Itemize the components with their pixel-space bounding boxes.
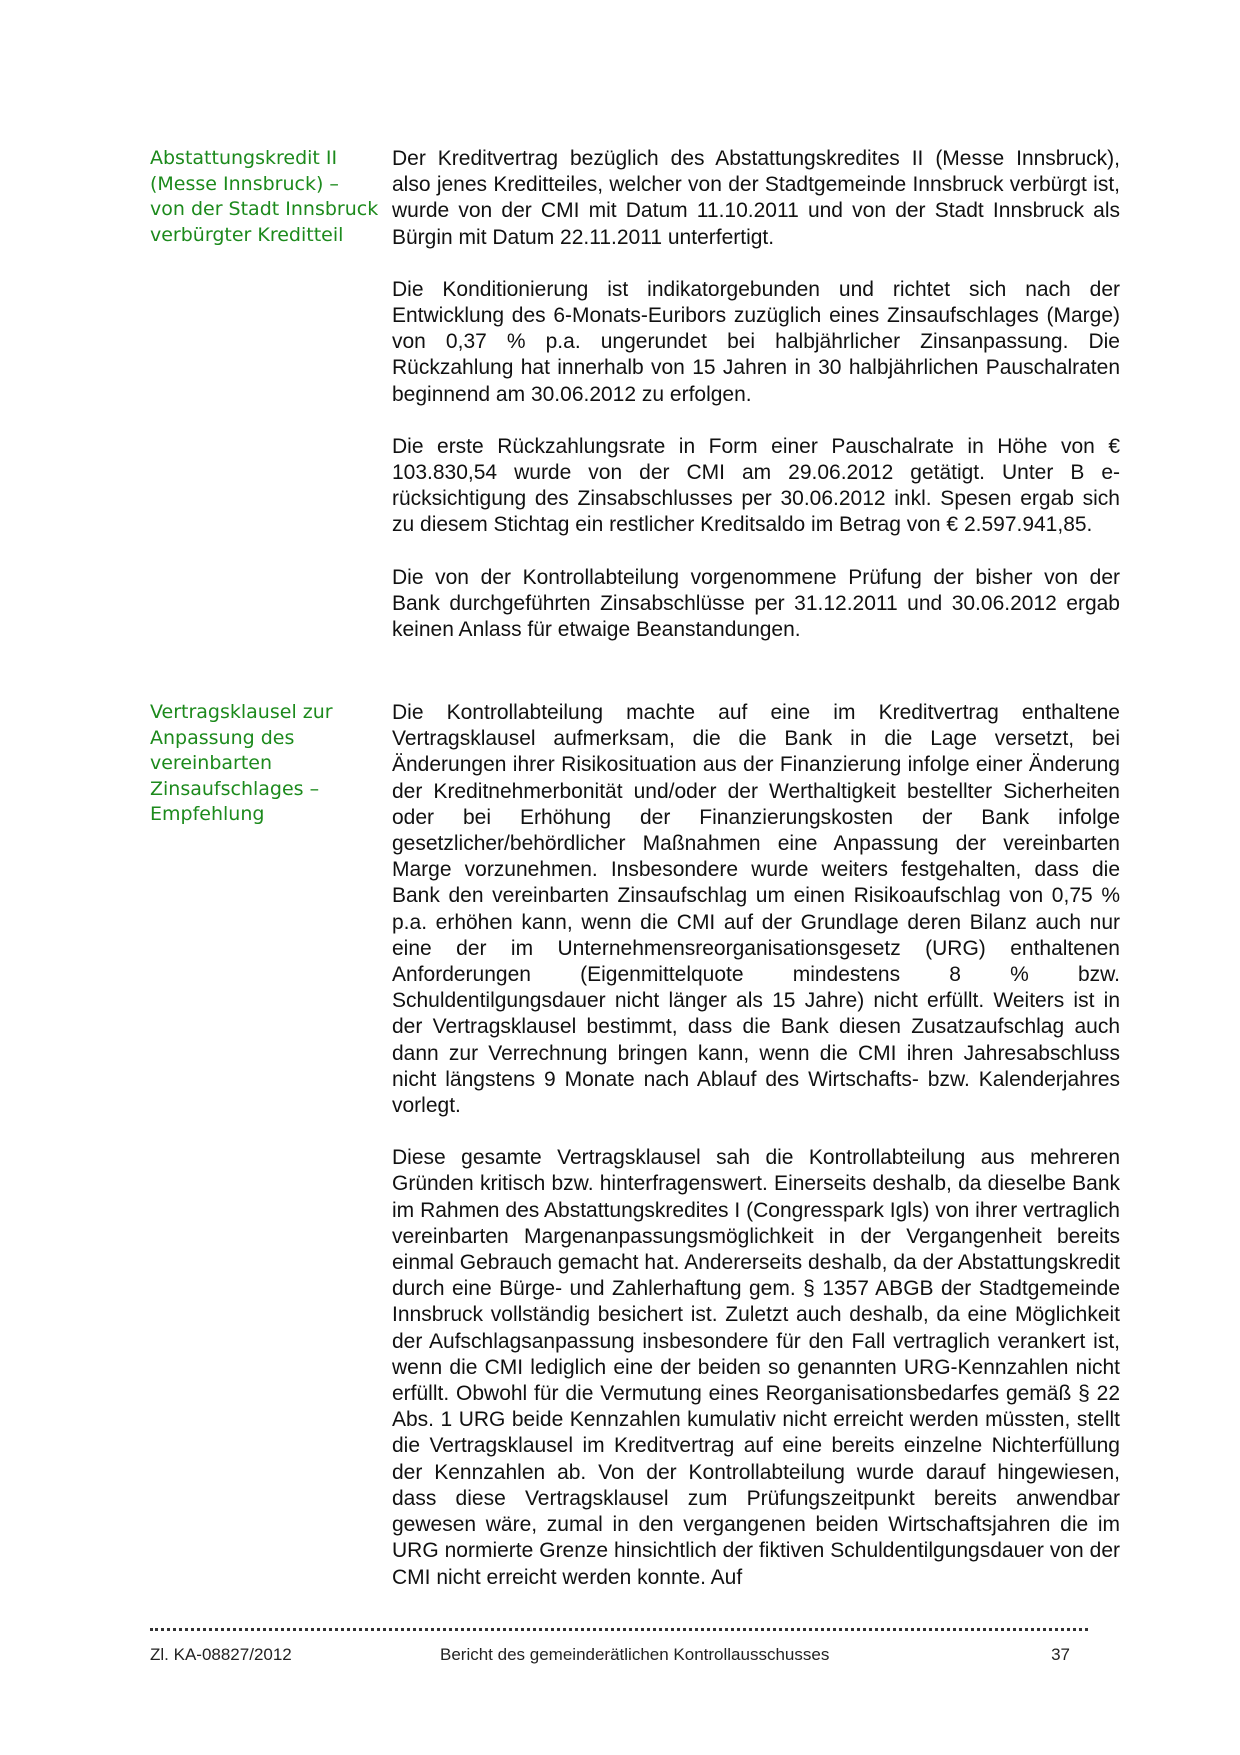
margin-note-line: verbürgter Kreditteil bbox=[150, 223, 344, 246]
margin-note-line: Vertragsklausel zur bbox=[150, 701, 333, 723]
body-text bbox=[392, 146, 1120, 643]
margin-note-line: Zinsaufschlages – bbox=[150, 777, 320, 800]
paragraph: Der Kreditvertrag bezüglich des Abstattungskredites II (Messe Innsbruck), also jenes Kreditteiles, welcher von der Stadtgemeinde Innsbruck verbürgt ist, wurde von der CMI mit Datum 11.10.2011 und von der Stadt Innsbruck als Bürgin mit Datum 22.11.2011 unterfertigt. bbox=[392, 147, 1120, 249]
margin-note-line: (Messe Innsbruck) – bbox=[150, 172, 339, 195]
margin-note bbox=[150, 146, 379, 248]
paragraph: Die von der Kontrollabteilung vorgenommene Prüfung der bisher von der Bank durchgeführten Zinsabschlüsse per 31.12.2011 und 30.06.2012 ergab keinen Anlass für etwaige Beanstandungen. bbox=[392, 565, 1120, 642]
paragraph: Die Konditionierung ist indikatorgebunden und richtet sich nach der Entwicklung des 6-Monats-Euribors zuzüglich eines Zinsaufschlages (Marge) von 0,37 % p.a. ungerundet bei halbjährlicher Zinsanpassung. Die Rückzahlung hat innerhalb von 15 Jahren in 30 halbjährlichen Pauschalraten beginnend am 30.06.2012 zu erfolgen. bbox=[392, 277, 1120, 406]
paragraph: Die erste Rückzahlungsrate in Form einer Pauschalrate in Höhe von € 103.830,54 wurde von der CMI am 29.06.2012 getätigt. Unter B e- rücksichtigung des Zinsabschlusses per 30.06.2012 inkl. Spesen ergab sich zu diesem Stichtag ein restlicher Kreditsaldo im Betrag von € 2.597.941,85. bbox=[392, 434, 1120, 537]
margin-note bbox=[150, 700, 375, 828]
margin-note-line: von der Stadt Innsbruck bbox=[150, 198, 379, 220]
paragraph: Die Kontrollabteilung machte auf eine im Kreditvertrag enthaltene Vertragsklausel aufmerksam, die die Bank in die Lage versetzt, bei Änderungen ihrer Risikosituation aus der Finanzierung infolge einer Änderung der Kreditnehmerbonität und/oder der Werthaltigkeit bestellter Sicherheiten oder bei Erhöhung der Finanzierungskosten der Bank infolge gesetzlicher/behördlicher Maßnahmen eine Anpassung der vereinbarten Marge vorzunehmen. Insbesondere wurde weiters festgehalten, dass die Bank den vereinbarten Zinsaufschlag um einen Risikoaufschlag von 0,75 % p.a. erhöhen kann, wenn die CMI auf der Grundlage deren Bilanz auch nur eine der im Unternehmensreorganisationsgesetz (URG) enthaltenen Anforderungen (Eigenmittelquote mindestens 8 % bzw. Schuldentilgungsdauer nicht länger als 15 Jahre) nicht erfüllt. Weiters ist in der Vertragsklausel bestimmt, dass die Bank diesen Zusatzaufschlag auch dann zur Verrechnung bringen kann, wenn die CMI ihren Jahresabschluss nicht längstens 9 Monate nach Ablauf des Wirtschafts- bzw. Kalenderjahres vorlegt. bbox=[392, 701, 1120, 1118]
footer-title: Bericht des gemeinderätlichen Kontrollausschusses bbox=[440, 1645, 830, 1664]
margin-note-line: Anpassung des bbox=[150, 726, 295, 749]
paragraph: Diese gesamte Vertragsklausel sah die Kontrollabteilung aus mehreren Gründen kritisch bzw. hinterfragenswert. Einerseits deshalb, da dieselbe Bank im Rahmen des Abstattungskredites I (Congresspark Igls) von ihrer vertraglich vereinbarten Margenanpassungsmöglichkeit in der Vergangenheit bereits einmal Gebrauch gemacht hat. Andererseits deshalb, da der Abstattungskredit durch eine Bürge- und Zahlerhaftung gem. § 1357 ABGB der Stadtgemeinde Innsbruck vollständig besichert ist. Zuletzt auch deshalb, da eine Möglichkeit der Aufschlagsanpassung insbesondere für den Fall vertraglich verankert ist, wenn die CMI lediglich eine der beiden so genannten URG-Kennzahlen nicht erfüllt. Obwohl für die Vermutung eines Reorganisationsbedarfes gemäß § 22 Abs. 1 URG beide Kennzahlen kumulativ nicht erreicht werden müssten, stellt die Vertragsklausel im Kreditvertrag auf eine bereits einzelne Nichterfüllung der Kennzahlen ab. Von der Kontrollabteilung wurde darauf hingewiesen, dass diese Vertragsklausel zum Prüfungszeitpunkt bereits anwendbar gewesen wäre, zumal in den vergangenen beiden Wirtschaftsjahren die im URG normierte Grenze hinsichtlich der fiktiven Schuldentilgungsdauer von der CMI nicht erreicht werden konnte. Auf bbox=[392, 1146, 1120, 1589]
page-footer bbox=[150, 1645, 1088, 1669]
margin-note-line: Abstattungskredit II bbox=[150, 147, 338, 169]
page-number: 37 bbox=[1051, 1645, 1070, 1664]
margin-note-line: vereinbarten bbox=[150, 752, 273, 774]
footer-divider bbox=[150, 1628, 1088, 1631]
footer-reference: Zl. KA-08827/2012 bbox=[150, 1645, 292, 1664]
body-text bbox=[392, 700, 1120, 1591]
margin-note-line: Empfehlung bbox=[150, 803, 265, 825]
